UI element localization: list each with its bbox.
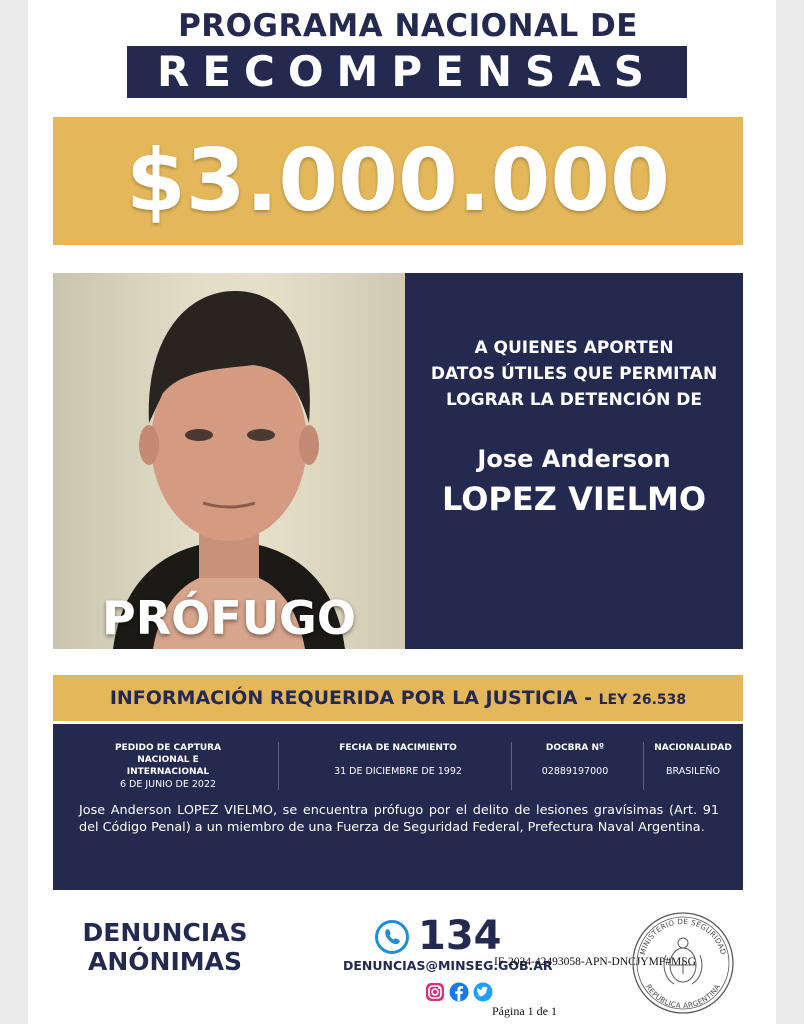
- program-title: PROGRAMA NACIONAL DE: [178, 8, 638, 44]
- program-subtitle: RECOMPENSAS: [127, 46, 687, 98]
- info-line: LOGRAR LA DETENCIÓN DE: [445, 390, 703, 410]
- nationality-field: [645, 742, 741, 778]
- info-line: A QUIENES APORTEN: [474, 338, 674, 358]
- seal-bottom-text: REPÚBLICA ARGENTINA: [643, 982, 723, 1011]
- justice-dash: -: [577, 687, 599, 709]
- field-value: BRASILEÑO: [666, 766, 720, 777]
- svg-text:REPÚBLICA ARGENTINA: [644, 982, 722, 1010]
- fugitive-last-name: LOPEZ VIELMO: [441, 480, 707, 518]
- field-label: NACIONALIDAD: [654, 743, 732, 753]
- field-label: PEDIDO DE CAPTURA NACIONAL E INTERNACIONAL: [114, 743, 222, 777]
- page-number: Página 1 de 1: [492, 1004, 557, 1018]
- info-line: DATOS ÚTILES QUE PERMITAN: [430, 364, 718, 384]
- document-field: [515, 742, 635, 778]
- ministry-seal: [628, 910, 738, 1020]
- divider: [511, 742, 512, 790]
- field-value: 31 DE DICIEMBRE DE 1992: [334, 766, 462, 777]
- divider: [278, 742, 279, 790]
- facebook-icon[interactable]: [450, 983, 469, 1002]
- details-panel: [53, 724, 743, 890]
- denuncias-line: DENUNCIAS: [82, 918, 248, 947]
- fugitive-first-name: Jose Anderson: [477, 445, 671, 473]
- hotline-number[interactable]: 134: [418, 913, 502, 959]
- law-number: LEY 26.538: [598, 692, 687, 708]
- seal-top-text: MINISTERIO DE SEGURIDAD: [637, 916, 729, 956]
- field-label: FECHA DE NACIMIENTO: [339, 743, 457, 753]
- phone-icon: [375, 920, 409, 954]
- justice-bar: [53, 675, 743, 721]
- case-description: Jose Anderson LOPEZ VIELMO, se encuentra prófugo por el delito de lesiones gravísimas (Art. 91 del Código Penal) a un miembro de una Fuerza de Seguridad Federal, Prefectura Naval Argentina.: [79, 803, 719, 835]
- justice-title: INFORMACIÓN REQUERIDA POR LA JUSTICIA: [109, 687, 578, 709]
- document-id: IF-2024-42493058-APN-DNCJYMP#MSG: [494, 956, 696, 968]
- field-value: 6 DE JUNIO DE 2022: [119, 779, 217, 790]
- report-email[interactable]: DENUNCIAS@MINSEG.GOB.AR: [343, 958, 553, 973]
- twitter-icon[interactable]: [474, 983, 493, 1002]
- reward-conditions: [405, 335, 743, 413]
- instagram-icon[interactable]: [426, 983, 444, 1001]
- social-icons: [424, 982, 500, 1002]
- reward-info-panel: [405, 273, 743, 649]
- coat-of-arms-icon: [664, 938, 702, 984]
- poster-page: [28, 0, 776, 1024]
- anonymous-reports-title: [60, 918, 270, 976]
- reward-amount: $3.000.000: [53, 117, 743, 245]
- field-label: DOCBRA Nº: [545, 743, 605, 753]
- divider: [643, 742, 644, 790]
- capture-order-field: [73, 742, 263, 791]
- fugitive-label: PRÓFUGO: [102, 591, 356, 645]
- svg-text:MINISTERIO DE SEGURIDAD: [638, 917, 728, 956]
- birth-date-field: [293, 742, 503, 778]
- anonimas-line: ANÓNIMAS: [88, 947, 242, 976]
- field-value: 02889197000: [541, 766, 609, 777]
